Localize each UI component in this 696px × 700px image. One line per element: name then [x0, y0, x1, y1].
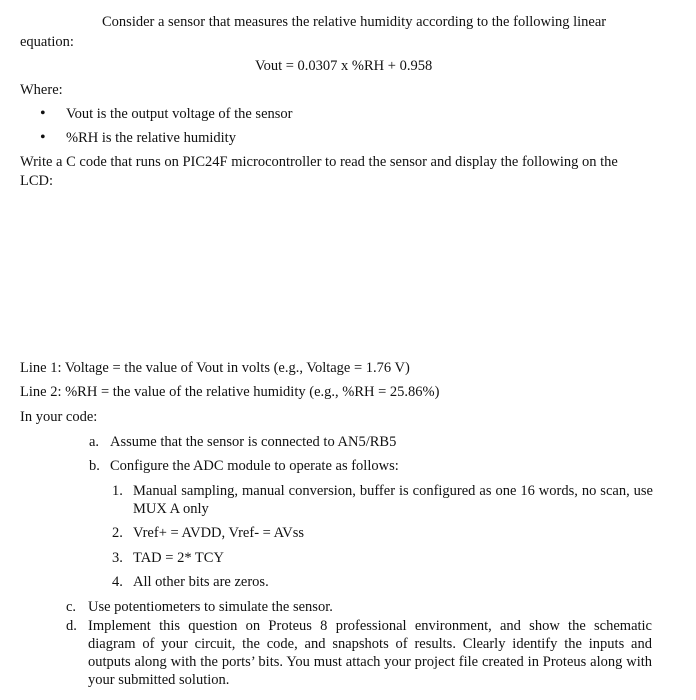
- lcd-line-1-description: Line 1: Voltage = the value of Vout in volts (e.g., Voltage = 1.76 V): [20, 360, 410, 376]
- adc-step-1-marker: 1.: [112, 483, 123, 499]
- item-d-marker: d.: [66, 618, 77, 634]
- bullet-icon: •: [40, 105, 46, 122]
- adc-step-3-text: TAD = 2* TCY: [133, 550, 224, 566]
- adc-step-4-marker: 4.: [112, 574, 123, 590]
- task-line-2: LCD:: [20, 173, 54, 189]
- in-your-code-label: In your code:: [20, 409, 98, 425]
- bullet-icon: •: [40, 129, 46, 146]
- adc-step-2-marker: 2.: [112, 525, 123, 541]
- adc-step-4-text: All other bits are zeros.: [133, 574, 269, 590]
- item-b-marker: b.: [89, 458, 100, 474]
- sensor-equation: Vout = 0.0307 x %RH + 0.958: [255, 58, 433, 74]
- item-a-text: Assume that the sensor is connected to AN5/RB5: [110, 434, 397, 450]
- item-c-text: Use potentiometers to simulate the sensor.: [88, 599, 333, 615]
- where-label: Where:: [20, 82, 63, 98]
- bullet-item: %RH is the relative humidity: [66, 130, 236, 146]
- adc-step-3-marker: 3.: [112, 550, 123, 566]
- item-a-marker: a.: [89, 434, 100, 450]
- adc-step-1-text: Manual sampling, manual conversion, buffer is configured as one 16 words, no scan, use MUX A only: [133, 483, 653, 517]
- item-d-text: Implement this question on Proteus 8 professional environment, and show the schematic diagram of your circuit, the code, and snapshots of results. Clearly identify the inputs and outputs along with the ports’ bits. You must attach your project file created in Proteus along with your submitted solution.: [88, 618, 652, 688]
- item-c-marker: c.: [66, 599, 77, 615]
- item-b-text: Configure the ADC module to operate as follows:: [110, 458, 399, 474]
- task-line-1: Write a C code that runs on PIC24F microcontroller to read the sensor and display the following on the: [20, 154, 618, 170]
- adc-step-2-text: Vref+ = AVDD, Vref- = AVss: [133, 525, 305, 541]
- lcd-line-2-description: Line 2: %RH = the value of the relative humidity (e.g., %RH = 25.86%): [20, 384, 440, 400]
- intro-line-1: Consider a sensor that measures the relative humidity according to the following linear: [102, 14, 607, 30]
- bullet-item: Vout is the output voltage of the sensor: [66, 106, 293, 122]
- intro-line-2: equation:: [20, 34, 74, 50]
